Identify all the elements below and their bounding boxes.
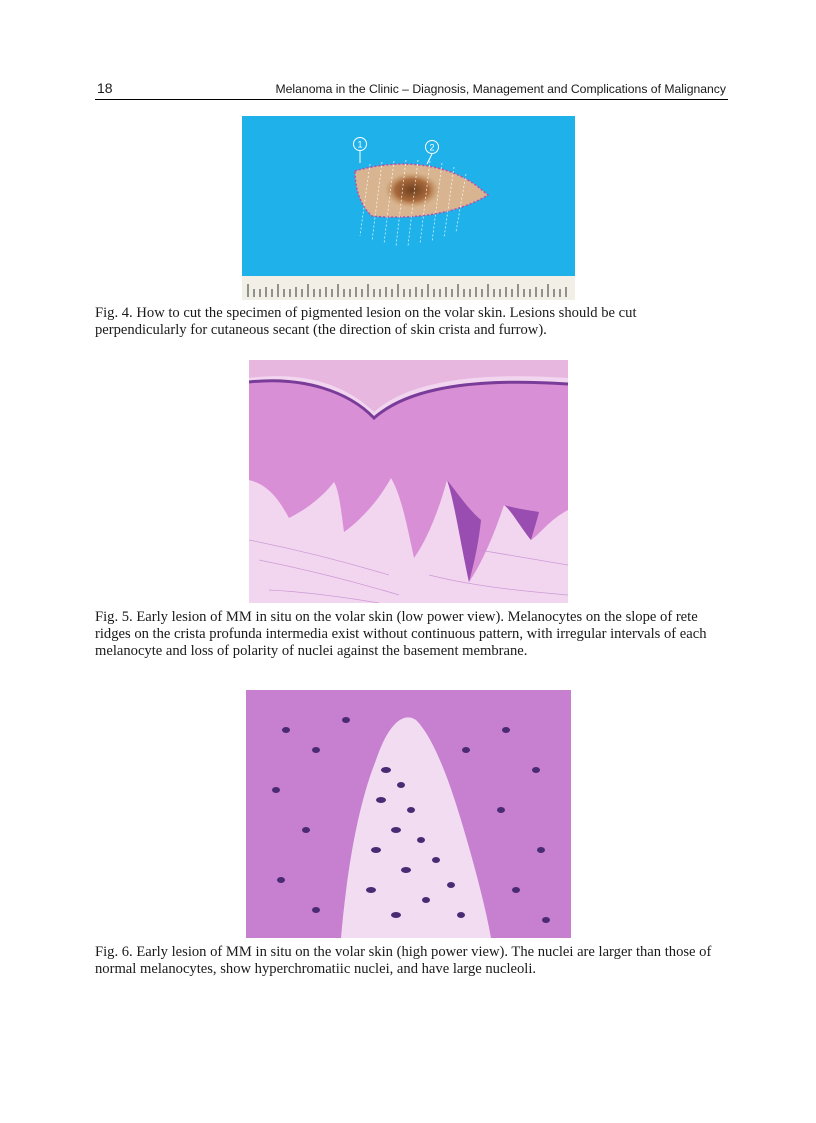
figure-6-caption: Fig. 6. Early lesion of MM in situ on the volar skin (high power view). The nuclei are larger than those of normal melanocytes, show hyperchromatiic nuclei, and have large nucleoli. [95, 944, 712, 978]
figure-6-photo [246, 690, 571, 938]
marker-2-label: 2 [429, 142, 435, 153]
ruler [242, 276, 575, 300]
figure-4-photo [242, 116, 575, 300]
figure-5-caption: Fig. 5. Early lesion of MM in situ on the volar skin (low power view). Melanocytes on the slope of rete ridges on the crista profunda intermedia exist without continuous pattern, with irregular intervals of each melanocyte and loss of polarity of nuclei against the basement membrane. [95, 609, 707, 660]
figure-5-photo [249, 360, 568, 603]
figure-4-caption: Fig. 4. How to cut the specimen of pigmented lesion on the volar skin. Lesions should be cut perpendicularly for cutaneous secant (the direction of skin crista and furrow). [95, 305, 637, 339]
page-number: 18 [97, 80, 113, 96]
running-header [95, 80, 728, 100]
marker-1-label: 1 [357, 139, 363, 150]
running-title: Melanoma in the Clinic – Diagnosis, Management and Complications of Malignancy [275, 82, 726, 96]
